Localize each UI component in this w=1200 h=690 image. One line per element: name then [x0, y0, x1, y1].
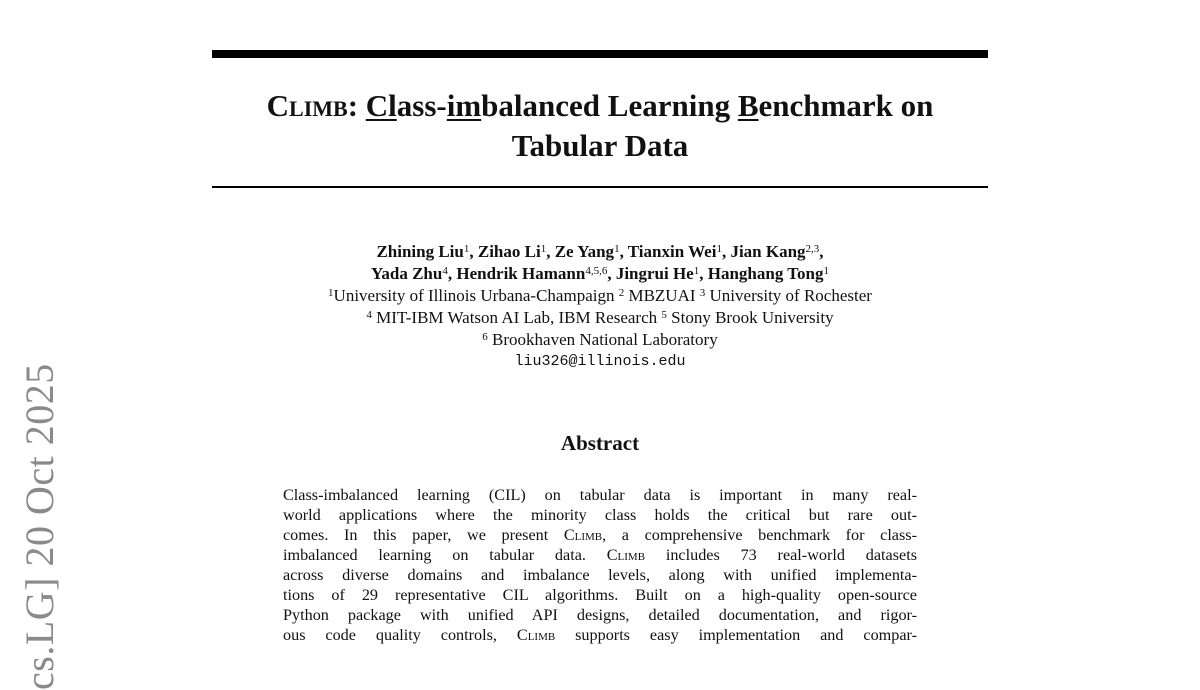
title-underlined-cl: Cl — [365, 88, 397, 123]
abstract-body — [283, 485, 917, 645]
abstract-line: world applications where the minority class holds the critical but rare out- — [283, 506, 917, 524]
title-line-1 — [212, 86, 988, 126]
author-name: Zihao Li — [477, 242, 541, 261]
abstract-heading: Abstract — [560, 431, 640, 455]
affiliation-line-3: $^6$ Brookhaven National Laboratory — [482, 330, 718, 349]
author-sup: 1 — [693, 265, 700, 277]
affiliation: University of Rochester — [709, 286, 872, 305]
author-sup: 1 — [614, 243, 620, 255]
title-line-2: Tabular Data — [511, 128, 689, 163]
author-sup: 1 — [823, 265, 829, 277]
abstract-line: tions of 29 representative CIL algorithms. Built on a high-quality open-source — [283, 586, 917, 604]
author-email: liu326@illinois.edu — [514, 353, 686, 370]
title-underlined-im: im — [446, 88, 482, 123]
author-line-1: Zhining Liu$^1$, Zihao Li$^1$, Ze Yang$^1$, Tianxin Wei$^1$, Jian Kang$^{2,3}$, — [376, 242, 824, 261]
author-name: Zhining Liu — [376, 242, 464, 261]
title-part-2: balanced Learning — [481, 88, 738, 123]
author-name: Yada Zhu — [371, 264, 443, 283]
title-colon: : — [347, 88, 366, 123]
author-line-2: Yada Zhu$^4$, Hendrik Hamann$^{4,5,6}$, Jingrui He$^1$, Hanghang Tong$^1$ — [371, 264, 829, 283]
author-name: Hanghang Tong — [707, 264, 824, 283]
arxiv-side-stamp: cs.LG] 20 Oct 2025 — [17, 363, 62, 690]
title-underlined-b: B — [737, 88, 759, 123]
author-name: Jian Kang — [730, 242, 806, 261]
affiliation: MBZUAI — [628, 286, 696, 305]
affiliation: Stony Brook University — [671, 308, 834, 327]
author-name: Jingrui He — [615, 264, 694, 283]
abstract-line: ous code quality controls, Climb supports easy implementation and compar- — [283, 626, 918, 644]
title-part-3: enchmark on — [758, 88, 934, 123]
author-block — [212, 241, 988, 373]
paper-title — [212, 86, 988, 166]
abstract-line: across diverse domains and imbalance levels, along with unified implementa- — [283, 566, 917, 584]
author-sup: 1 — [540, 243, 547, 255]
title-climb: Climb — [266, 88, 348, 123]
affiliation-line-2: $^4$ MIT-IBM Watson AI Lab, IBM Research $^5$ Stony Brook University — [366, 308, 834, 327]
abstract-line: comes. In this paper, we present Climb, a comprehensive benchmark for class- — [283, 526, 917, 544]
author-sup: 4 — [442, 265, 448, 277]
abstract-line: imbalanced learning on tabular data. Climb includes 73 real-world datasets — [283, 546, 917, 564]
abstract-line: Python package with unified API designs, detailed documentation, and rigor- — [283, 606, 917, 624]
title-bottom-rule — [212, 186, 988, 188]
author-sup: 4,5,6 — [585, 265, 608, 277]
title-top-rule — [212, 50, 988, 58]
title-part-1: ass- — [396, 88, 447, 123]
affiliation-line-1: $^1$University of Illinois Urbana-Champaign $^2$ MBZUAI $^3$ University of Rochester — [328, 286, 872, 305]
author-name: Ze Yang — [554, 242, 615, 261]
author-sup: 1 — [716, 243, 722, 255]
author-name: Tianxin Wei — [627, 242, 717, 261]
affiliation: University of Illinois Urbana-Champaign — [333, 286, 615, 305]
affiliation: Brookhaven National Laboratory — [492, 330, 718, 349]
author-sup: 1 — [463, 243, 470, 255]
abstract-line: Class-imbalanced learning (CIL) on tabular data is important in many real- — [283, 486, 917, 504]
author-name: Hendrik Hamann — [456, 264, 586, 283]
affiliation: MIT-IBM Watson AI Lab, IBM Research — [376, 308, 658, 327]
author-sup: 2,3 — [805, 243, 820, 255]
